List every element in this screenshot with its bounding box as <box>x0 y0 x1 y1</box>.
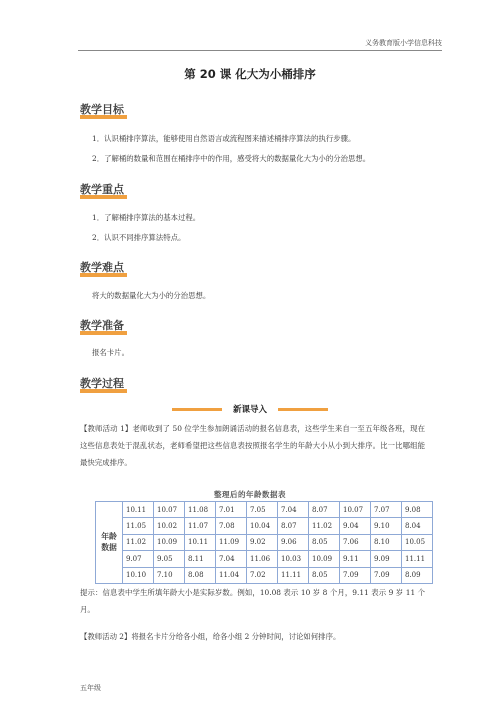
section-heading-difficulties <box>80 259 124 276</box>
table-cell: 9.02 <box>247 534 278 550</box>
section-heading-text: 教学准备 <box>80 319 124 332</box>
key-point-item: 2．认识不同排序算法特点。 <box>92 233 186 242</box>
table-cell: 11.07 <box>185 518 216 534</box>
header-rule <box>78 50 442 51</box>
table-cell: 9.06 <box>278 534 309 550</box>
age-data-table <box>95 501 433 584</box>
table-row <box>96 502 433 518</box>
table-cell: 11.09 <box>216 534 247 550</box>
table-cell: 10.07 <box>340 502 371 518</box>
table-cell: 10.11 <box>185 534 216 550</box>
table-cell: 8.05 <box>309 534 340 550</box>
section-heading-text: 教学重点 <box>80 183 124 196</box>
activity-2-paragraph: 【教师活动 2】将报名卡片分给各小组，给各小组 2 分钟时间，讨论如何排序。 <box>80 632 341 641</box>
table-cell: 7.09 <box>340 567 371 583</box>
objective-item: 2．了解桶的数量和范围在桶排序中的作用，感受将大的数据量化大为小的分治思想。 <box>92 154 371 163</box>
table-cell: 7.06 <box>340 534 371 550</box>
table-cell: 7.10 <box>154 567 185 583</box>
header-series: 义务教育版小学信息科技 <box>365 39 442 47</box>
page-title: 第 20 课 化大为小桶排序 <box>184 67 316 81</box>
footer-grade: 五年级 <box>80 684 101 692</box>
table-cell: 10.02 <box>154 518 185 534</box>
section-heading-key-points <box>80 181 124 198</box>
table-row <box>96 534 433 550</box>
table-cell: 7.05 <box>247 502 278 518</box>
table-cell: 7.04 <box>278 502 309 518</box>
table-cell: 7.08 <box>216 518 247 534</box>
table-row <box>96 567 433 583</box>
table-cell: 8.10 <box>371 534 402 550</box>
table-cell: 9.04 <box>340 518 371 534</box>
table-cell: 10.09 <box>154 534 185 550</box>
subheading-new-lesson: 新课导入 <box>232 405 267 415</box>
table-cell: 10.11 <box>123 502 154 518</box>
subheading-line-right <box>278 408 328 411</box>
table-cell: 8.07 <box>278 518 309 534</box>
table-cell: 9.10 <box>371 518 402 534</box>
table-cell: 9.08 <box>402 502 433 518</box>
table-cell: 10.03 <box>278 551 309 567</box>
table-cell: 7.02 <box>247 567 278 583</box>
table-title: 整理后的年龄数据表 <box>214 490 286 499</box>
table-cell: 11.06 <box>247 551 278 567</box>
table-cell: 10.04 <box>247 518 278 534</box>
table-cell: 11.02 <box>123 534 154 550</box>
table-cell: 8.08 <box>185 567 216 583</box>
table-row <box>96 551 433 567</box>
table-cell: 9.07 <box>123 551 154 567</box>
table-cell: 8.04 <box>402 518 433 534</box>
table-cell: 8.11 <box>185 551 216 567</box>
table-cell: 11.04 <box>216 567 247 583</box>
table-cell: 9.11 <box>340 551 371 567</box>
table-cell: 11.02 <box>309 518 340 534</box>
key-point-item: 1．了解桶排序算法的基本过程。 <box>92 213 201 222</box>
hint-paragraph: 提示：信息表中学生所填年龄大小是实际岁数。例如，10.08 表示 10 岁 8 个月，9.11 表示 9 岁 11 个月。 <box>80 588 425 614</box>
table-cell: 11.11 <box>278 567 309 583</box>
section-heading-preparation <box>80 317 124 334</box>
table-cell: 8.07 <box>309 502 340 518</box>
table-row-header: 年龄数据 <box>96 502 123 584</box>
table-cell: 7.07 <box>371 502 402 518</box>
section-heading-objectives <box>80 101 124 118</box>
table-cell: 7.01 <box>216 502 247 518</box>
preparation-text: 报名卡片。 <box>92 348 129 357</box>
table-cell: 7.09 <box>371 567 402 583</box>
table-cell: 7.04 <box>216 551 247 567</box>
table-cell: 8.09 <box>402 567 433 583</box>
table-cell: 10.10 <box>123 567 154 583</box>
objective-item: 1．认识桶排序算法，能够使用自然语言或流程图来描述桶排序算法的执行步骤。 <box>92 134 356 143</box>
table-cell: 9.05 <box>154 551 185 567</box>
section-heading-text: 教学目标 <box>80 103 124 116</box>
table-cell: 8.05 <box>309 567 340 583</box>
activity-1-paragraph: 【教师活动 1】老师收到了 50 位学生参加朗诵活动的报名信息表，这些学生来自一至五年级各班，现在这些信息表处于混乱状态，老师希望把这些信息表按照报名学生的年龄大小从小到大排序。比一比哪组能最快完成排序。 <box>80 424 425 467</box>
section-heading-process <box>80 375 124 392</box>
section-heading-text: 教学过程 <box>80 377 124 390</box>
table-cell: 11.05 <box>123 518 154 534</box>
table-row <box>96 518 433 534</box>
section-heading-text: 教学难点 <box>80 261 124 274</box>
table-cell: 10.09 <box>309 551 340 567</box>
difficulty-text: 将大的数据量化大为小的分治思想。 <box>92 291 211 300</box>
table-cell: 11.11 <box>402 551 433 567</box>
table-cell: 10.07 <box>154 502 185 518</box>
table-cell: 9.09 <box>371 551 402 567</box>
table-cell: 10.05 <box>402 534 433 550</box>
table-cell: 11.08 <box>185 502 216 518</box>
